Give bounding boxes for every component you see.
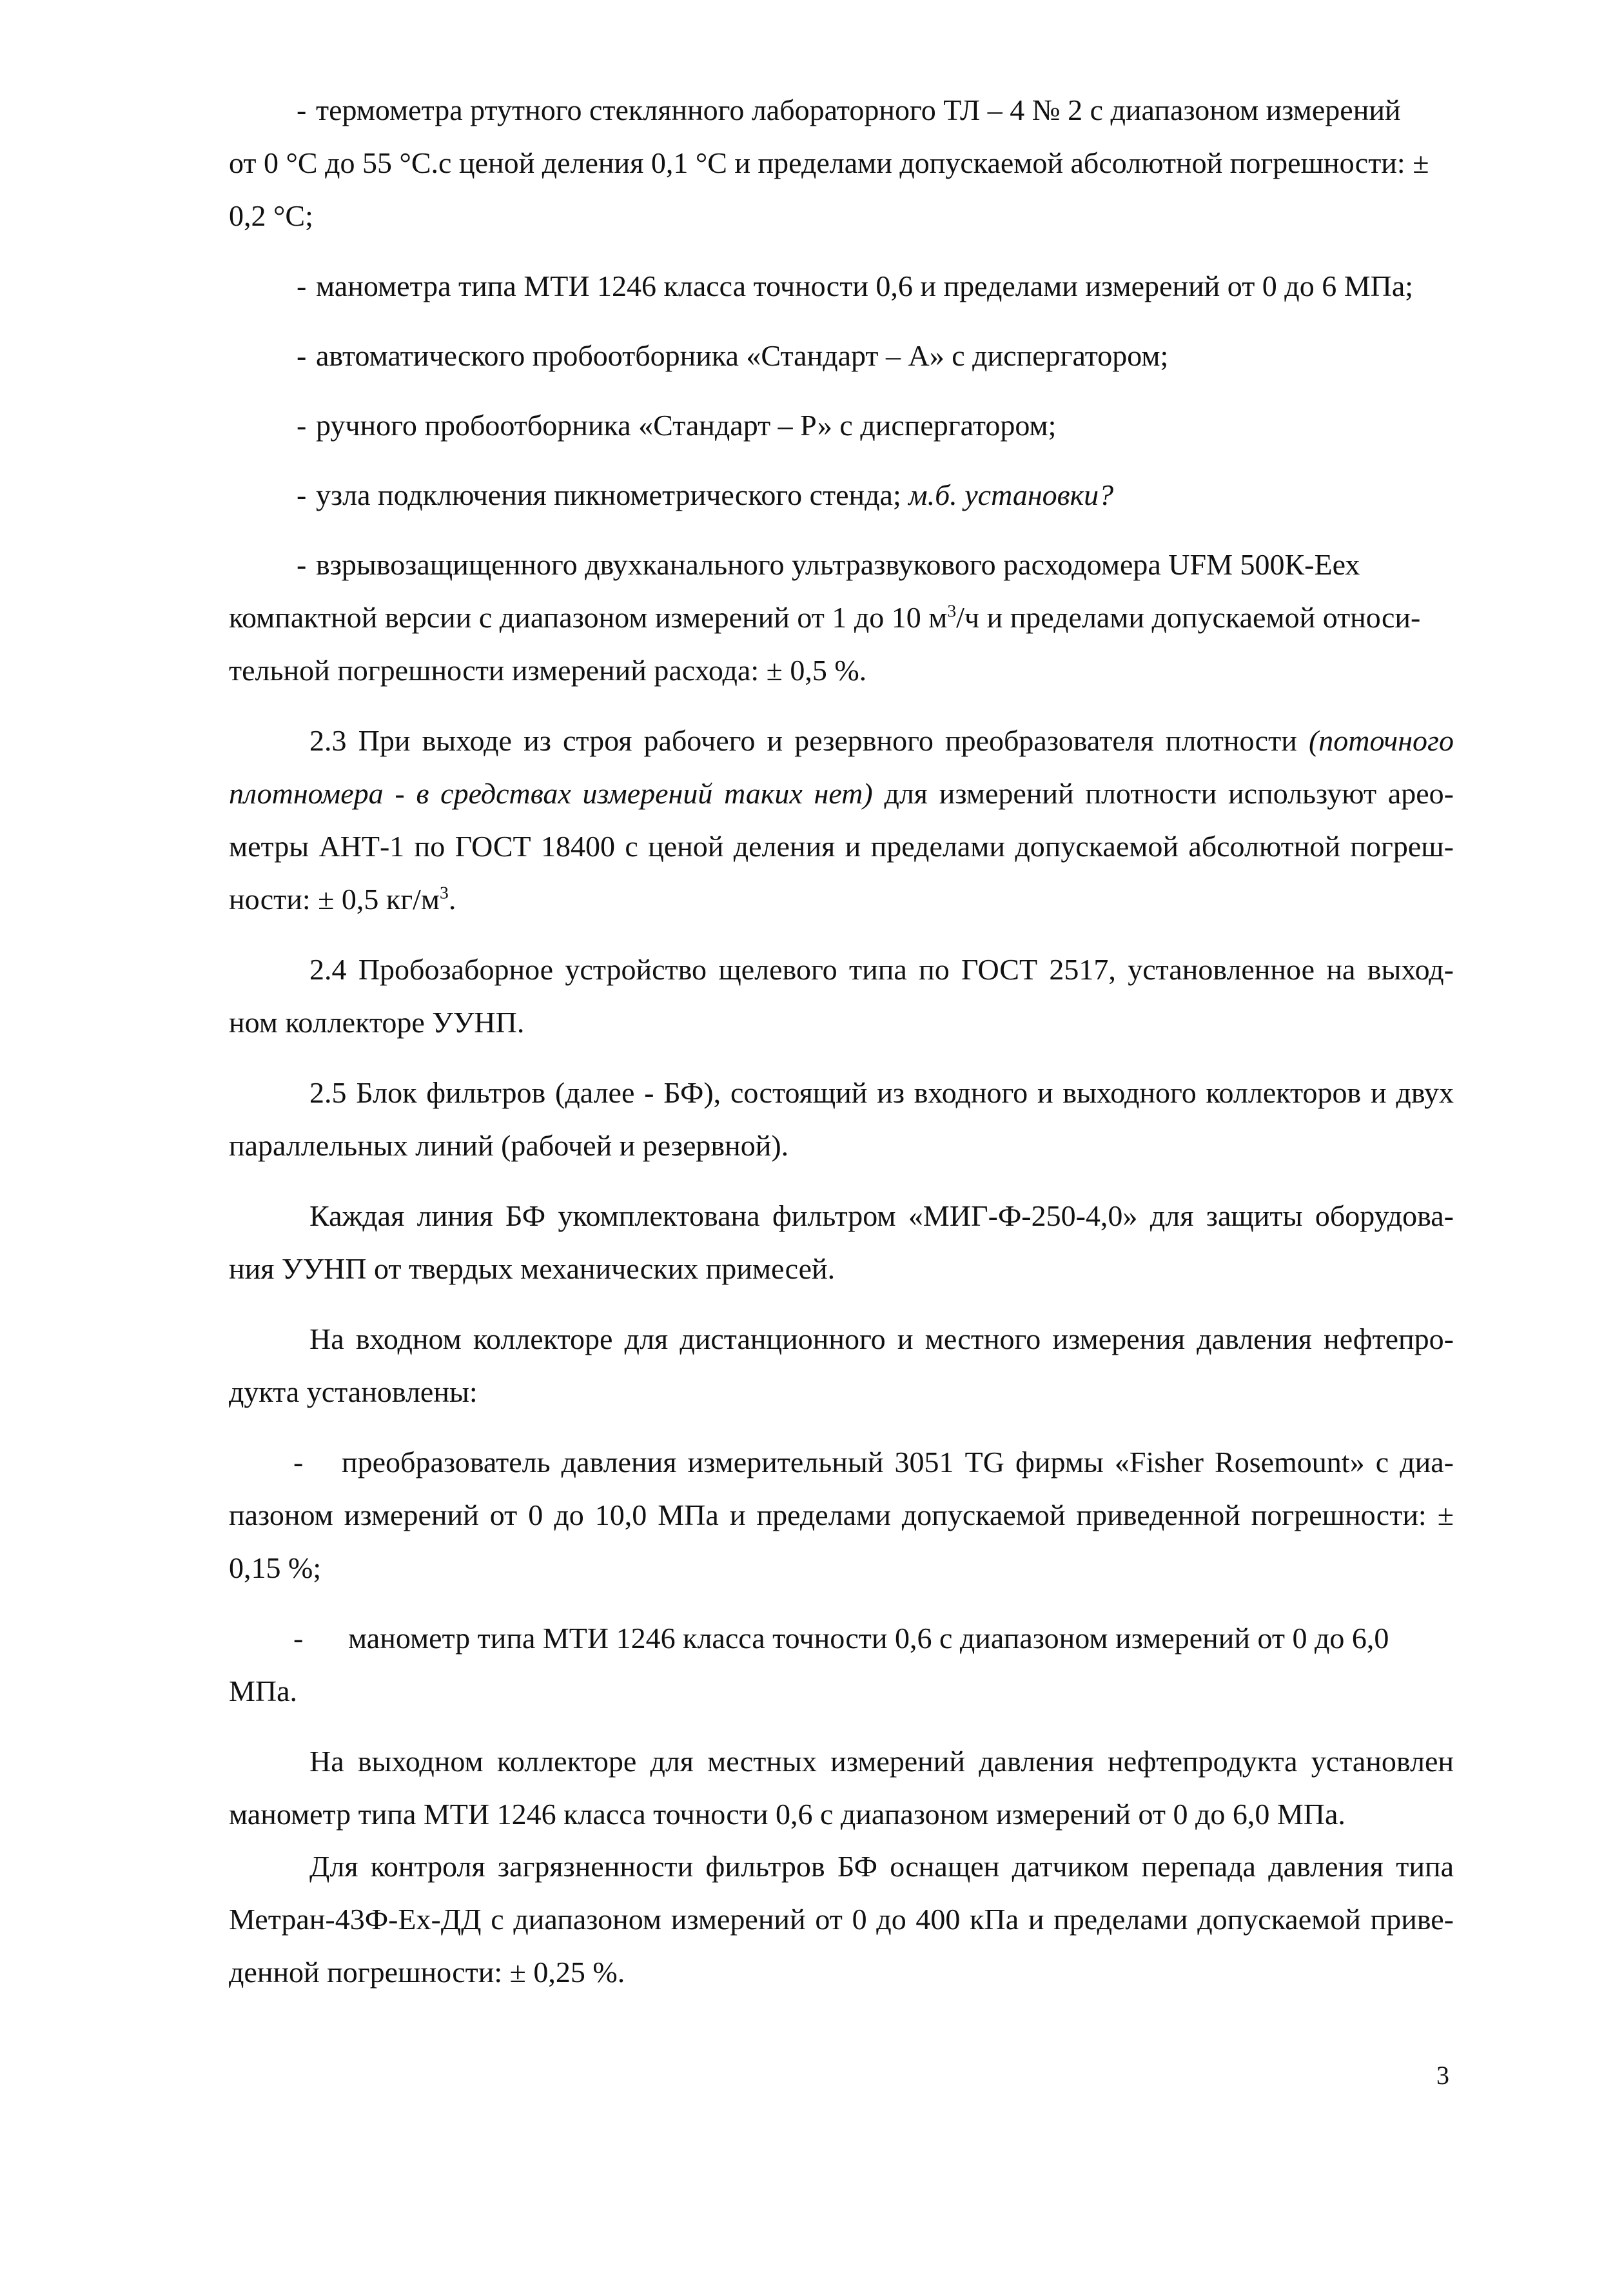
text-run: Для контроля загрязненности фильтров БФ оснащен датчиком перепада давления типа Метран-43Ф-Ех-ДД с диапазоном измерений от 0 до 400 кПа и пределами допускаемой приве-денной погрешности: ± 0,25 %. [229, 1850, 1454, 1989]
text-run: 2.5 Блок фильтров (далее - БФ), состоящий из входного и выходного коллекторов и двух параллельных линий (рабочей и резервной). [229, 1076, 1454, 1162]
bullet-dash: - [293, 1446, 304, 1478]
paragraph-inlet-collector [229, 1313, 1454, 1419]
bullet-dash: - [297, 478, 307, 511]
bullet-dash: - [297, 270, 307, 302]
list-item-inlet-manometer [229, 1612, 1454, 1665]
handwritten-note: м.б. установки? [901, 478, 1114, 511]
superscript: 3 [440, 882, 449, 903]
text-run: преобразователь давления измерительный 3051 TG фирмы «Fisher Rosemount» с диа-пазоном измерений от 0 до 10,0 МПа и пределами допускаемой приведенной погрешности: ± 0,15 %; [229, 1446, 1454, 1584]
list-item-inlet-manometer-cont [229, 1665, 1454, 1718]
text-run: 2.4 Пробозаборное устройство щелевого типа по ГОСТ 2517, установленное на выход-ном коллекторе УУНП. [229, 953, 1454, 1039]
superscript: 3 [947, 600, 957, 621]
list-item-text: термометра ртутного стеклянного лабораторного ТЛ – 4 № 2 с диапазоном измерений [316, 93, 1401, 126]
list-item-flow-meter [297, 538, 1454, 591]
text-run: Каждая линия БФ укомплектована фильтром «МИГ-Ф-250-4,0» для защиты оборудова-ния УУНП от твердых механических примесей. [229, 1199, 1454, 1285]
list-item-text: автоматического пробоотборника «Стандарт – А» с диспергатором; [316, 339, 1169, 372]
bullet-dash: - [297, 548, 307, 581]
text-run: МПа. [229, 1675, 298, 1707]
paragraph-filter-line [229, 1190, 1454, 1295]
paragraph-filter-control [229, 1840, 1454, 1999]
paragraph-outlet-collector [229, 1735, 1454, 1841]
list-item-thermometer-cont [229, 137, 1454, 190]
text-run: для измерений плотности используют арео-метры АНТ-1 по ГОСТ 18400 с ценой деления и пределами допускаемой абсолютной погреш-ности: ± 0,5 кг/м [229, 777, 1454, 916]
page-number: 3 [1436, 2061, 1449, 2090]
text-run: компактной версии с диапазоном измерений от 1 до 10 м [229, 601, 948, 634]
list-item-text: 0,2 °С; [229, 199, 313, 232]
list-item-manometer [297, 260, 1454, 313]
list-item-pressure-transducer [229, 1436, 1454, 1595]
list-item-flow-meter-cont2 [229, 644, 1454, 697]
list-item-text: ручного пробоотборника «Стандарт – Р» с диспергатором; [316, 409, 1057, 442]
bullet-dash: - [297, 339, 307, 372]
text-run: На входном коллекторе для дистанционного и местного измерения давления нефтепро-дукта установлены: [229, 1322, 1454, 1408]
list-item-flow-meter-cont [229, 591, 1454, 644]
list-item-text: узла подключения пикнометрического стенда; [316, 478, 901, 511]
bullet-dash: - [293, 1622, 304, 1655]
list-item-text: манометра типа МТИ 1246 класса точности 0,6 и пределами измерений от 0 до 6 МПа; [316, 270, 1414, 302]
paragraph-2-5 [229, 1066, 1454, 1172]
list-item-text: от 0 °С до 55 °С.с ценой деления 0,1 °С и пределами допускаемой абсолютной погрешности: ± [229, 146, 1429, 179]
list-item-thermometer [297, 84, 1454, 137]
paragraph-2-4 [229, 943, 1454, 1049]
bullet-dash: - [297, 93, 307, 126]
text-run: /ч и пределами допускаемой относи- [956, 601, 1421, 634]
text-run: . [448, 883, 456, 916]
list-item-manual-sampler [297, 399, 1454, 452]
text-run: тельной погрешности измерений расхода: ± 0,5 %. [229, 654, 867, 687]
list-item-text: взрывозащищенного двухканального ультразвукового расходомера UFM 500К-Еех [316, 548, 1360, 581]
handwritten-note: (поточного плотномера - в средствах измерений таких нет) [229, 724, 1454, 810]
text-run: манометр типа МТИ 1246 класса точности 0,6 с диапазоном измерений от 0 до 6,0 [348, 1622, 1389, 1655]
list-item-thermometer-cont2 [229, 190, 1454, 242]
paragraph-2-3 [229, 714, 1454, 926]
list-item-pycnometer-node [297, 469, 1454, 522]
bullet-dash: - [297, 409, 307, 442]
list-item-auto-sampler [297, 329, 1454, 382]
text-run: На выходном коллекторе для местных измерений давления нефтепродукта установлен манометр типа МТИ 1246 класса точности 0,6 с диапазоном измерений от 0 до 6,0 МПа. [229, 1745, 1454, 1831]
text-run: 2.3 При выходе из строя рабочего и резервного преобразователя плотности [309, 724, 1309, 757]
